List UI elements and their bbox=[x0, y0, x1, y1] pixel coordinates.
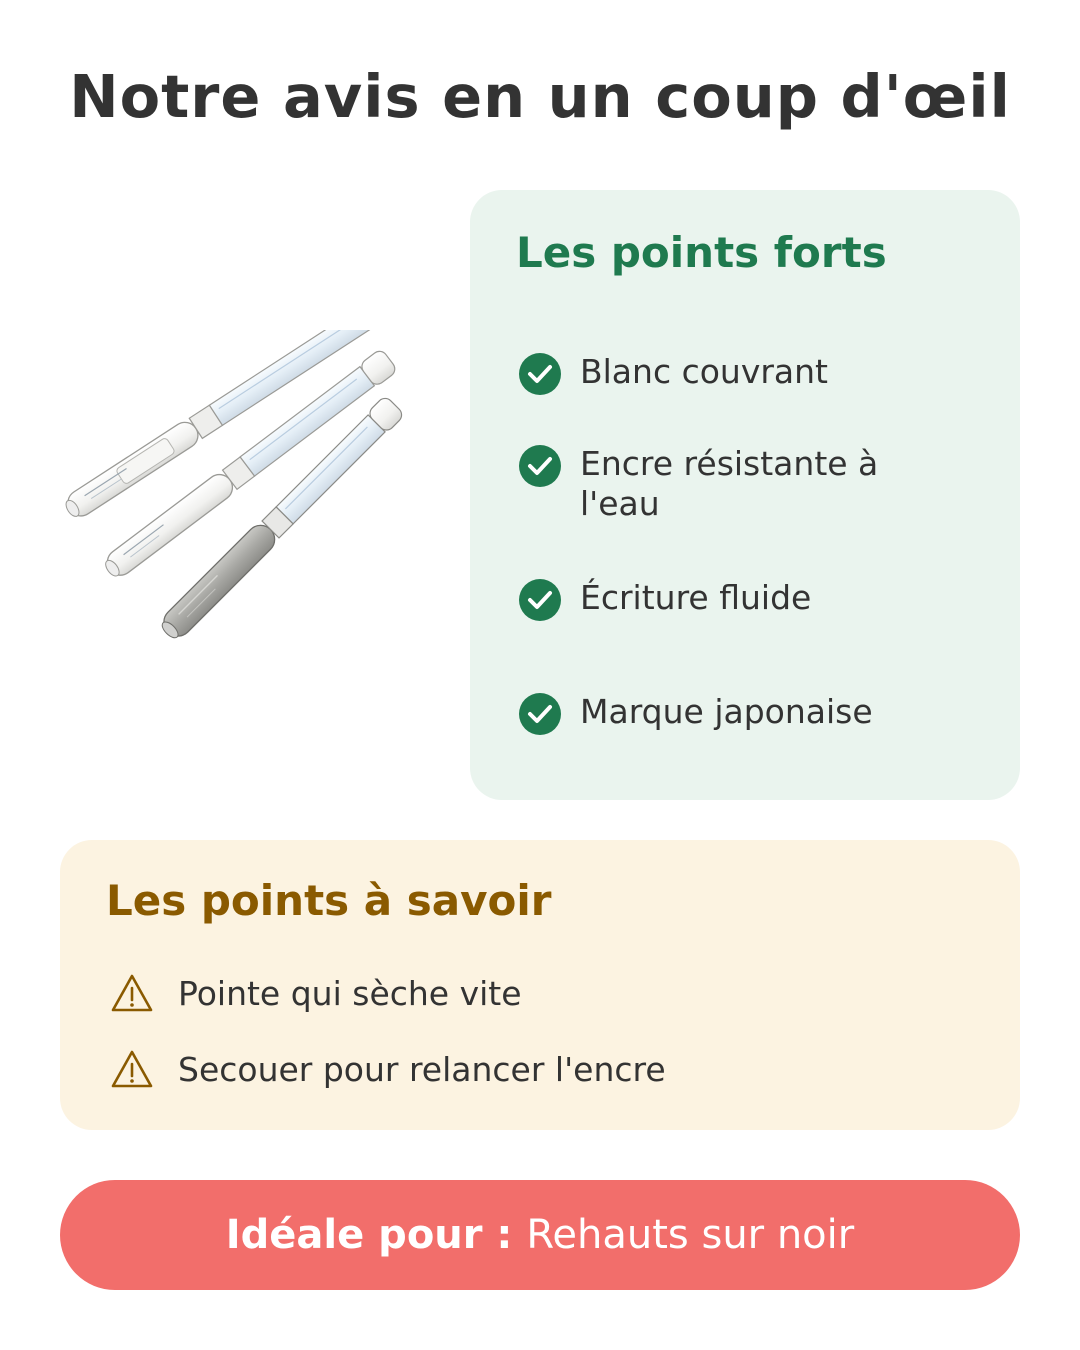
ideal-for-value: Rehauts sur noir bbox=[526, 1212, 855, 1258]
con-item-label: Secouer pour relancer l'encre bbox=[178, 1049, 666, 1089]
check-circle-icon bbox=[518, 444, 562, 488]
pro-item-label: Encre résistante à l'eau bbox=[580, 444, 879, 523]
pro-item bbox=[518, 578, 978, 622]
warning-icon bbox=[110, 1049, 154, 1089]
ideal-for-prefix: Idéale pour : bbox=[225, 1212, 513, 1258]
ideal-for-banner bbox=[60, 1180, 1020, 1290]
pro-item bbox=[518, 444, 978, 524]
pros-title: Les points forts bbox=[516, 228, 887, 277]
pros-card bbox=[470, 190, 1020, 800]
con-item bbox=[110, 973, 522, 1013]
con-item-label: Pointe qui sèche vite bbox=[178, 973, 522, 1013]
pens-illustration bbox=[50, 330, 450, 660]
page-title: Notre avis en un coup d'œil bbox=[69, 62, 1011, 131]
pro-item bbox=[518, 692, 978, 736]
pro-item-label: Blanc couvrant bbox=[580, 352, 828, 391]
cons-title: Les points à savoir bbox=[106, 876, 552, 925]
cons-card bbox=[60, 840, 1020, 1130]
con-item bbox=[110, 1049, 666, 1089]
pro-item-label: Marque japonaise bbox=[580, 692, 873, 731]
pro-item bbox=[518, 352, 978, 396]
warning-icon bbox=[110, 973, 154, 1013]
check-circle-icon bbox=[518, 692, 562, 736]
check-circle-icon bbox=[518, 578, 562, 622]
pro-item-label: Écriture fluide bbox=[580, 578, 812, 617]
check-circle-icon bbox=[518, 352, 562, 396]
